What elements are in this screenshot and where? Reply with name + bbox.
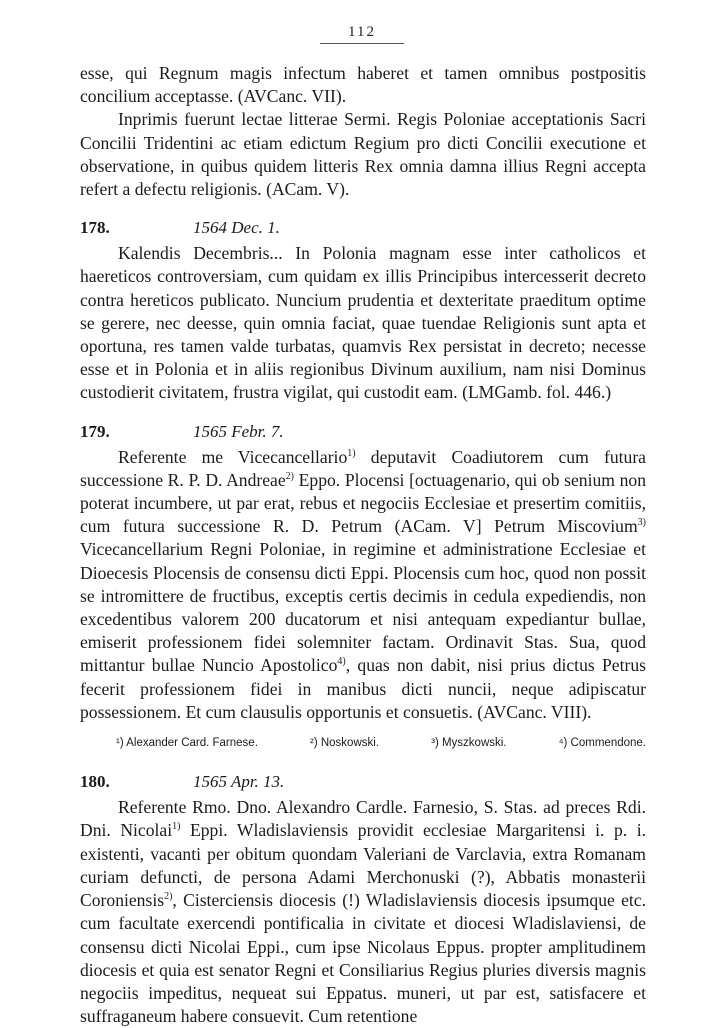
text-segment: Vicecancellarium Regni Poloniae, in regimine et administratione Ecclesiae et Dioecesis Plocensis de consensu dicti Eppi. Plocensis cum hoc, quod non possit se intromittere de fructibus, exceptis certis decimis in cedula expediendis, non excedentibus valorem 200 ducatorum et nisi antequam expediantur bullae, emiserit professionem fidei solemniter factam. Ordinavit Stas. Sua, quod mittantur bullae Nuncio Apostolico	[80, 539, 646, 676]
text-segment: , Cisterciensis diocesis (!) Wladislaviensis diocesis ipsumque etc. cum facultate exercendi pontificalia in civitate et diocesi Wladislaviensi, de consensu dicti Nicolai Eppi., cum ipse Nicolaus Eppus. propter amplitudinem diocesis et quia est senator Regni et Consiliarius Regius pluries diversis magnis negociis impeditus, nequeat sui Eppatus. muneri, ut par est, satisfacere et suffraganeum habere consuevit. Cum retentione	[80, 890, 646, 1027]
entry-heading	[80, 770, 646, 796]
text-segment: Eppi. Wladislaviensis providit ecclesiae Margaritensi i. p. i. existenti, vacanti per obitum quondam Valeriani de Varclavia, extra Romanam curiam defuncti, de persona Adami Merchonuski (?), Abbatis monasterii Coroniensis	[80, 820, 646, 911]
entry-heading	[80, 216, 646, 242]
page-number: 112	[320, 24, 404, 44]
entry-date: 1564 Dec. 1.	[193, 218, 280, 238]
entry-number: 179.	[80, 421, 110, 441]
footnote-ref: 1)	[172, 821, 181, 833]
footnote: ³) Myszkowski.	[431, 737, 507, 750]
entry-number: 180.	[80, 772, 110, 792]
text-segment: Eppo. Plocensi [octuagenario, qui ob senium non poterat incumbere, ut par erat, rebus et negociis Ecclesiae et presertim comitiis, cum futura successione R. D. Petrum (ACam. V] Petrum Miscovium	[80, 469, 646, 537]
footnote-ref: 2)	[285, 470, 295, 482]
entry-text	[80, 796, 646, 1028]
page-body	[80, 62, 646, 1028]
entry-text	[80, 446, 646, 724]
footnote-ref: 1)	[347, 447, 356, 459]
intro-paragraph-2: Inprimis fuerunt lectae litterae Sermi. Regis Poloniae acceptationis Sacri Concilii Tridentini ac etiam edictum Regium pro dicti Concilii executione et observatione, in quibus quidem litteris Rex omnia damna illius Regni accepta refert a defectu religionis. (ACam. V).	[80, 109, 646, 200]
footnote: ¹) Alexander Card. Farnese.	[116, 737, 258, 750]
text-segment: deputavit Coadiutorem cum futura successione R. P. D. Andreae	[80, 446, 646, 490]
text-segment: Referente Rmo. Dno. Alexandro Cardle. Farnesio, S. Stas. ad preces Rdi. Dni. Nicolai	[80, 797, 646, 841]
text-segment: Referente me Vicecancellario	[118, 446, 348, 467]
intro-paragraph-1: esse, qui Regnum magis infectum haberet et tamen omnibus postpositis concilium acceptasse. (AVCanc. VII).	[80, 63, 646, 107]
entry-179	[80, 420, 646, 756]
text-segment: , quas non dabit, nisi prius dictus Petrus fecerit professionem fidei in manibus dicti nuncii, neque adipiscatur possessionem. Et cum clausulis opportunis et consuetis. (AVCanc. VIII).	[80, 655, 646, 722]
entry-date: 1565 Apr. 13.	[193, 772, 285, 792]
entry-text: Kalendis Decembris... In Polonia magnam esse inter catholicos et haereticos controversiam, cum quidam ex illis Principibus intercesserit decreto contra hereticos publicato. Nuncium prudentia et dexteritate praeditum optime se gerere, nec deesse, quin omnia faciat, quae tuendae Religionis sunt apta et oportuna, res tamen valde turbatas, quamvis Rex persistat in decreto; necesse esse et in Polonia et in aliis regionibus Divinum auxilium, nam nisi Dominus custodierit civitatem, frustra vigilat, qui custodit eam. (LMGamb. fol. 446.)	[80, 243, 646, 403]
entry-date: 1565 Febr. 7.	[193, 421, 284, 441]
footnotes	[80, 732, 646, 755]
footnote-ref: 3)	[637, 517, 646, 529]
entry-178	[80, 216, 646, 404]
entry-number: 178.	[80, 218, 110, 238]
entry-180	[80, 770, 646, 1028]
footnote-ref: 2)	[164, 891, 173, 903]
footnote: ²) Noskowski.	[310, 737, 380, 750]
entry-heading	[80, 420, 646, 446]
footnote: ⁴) Commendone.	[558, 737, 646, 750]
footnote-ref: 4)	[337, 656, 346, 668]
